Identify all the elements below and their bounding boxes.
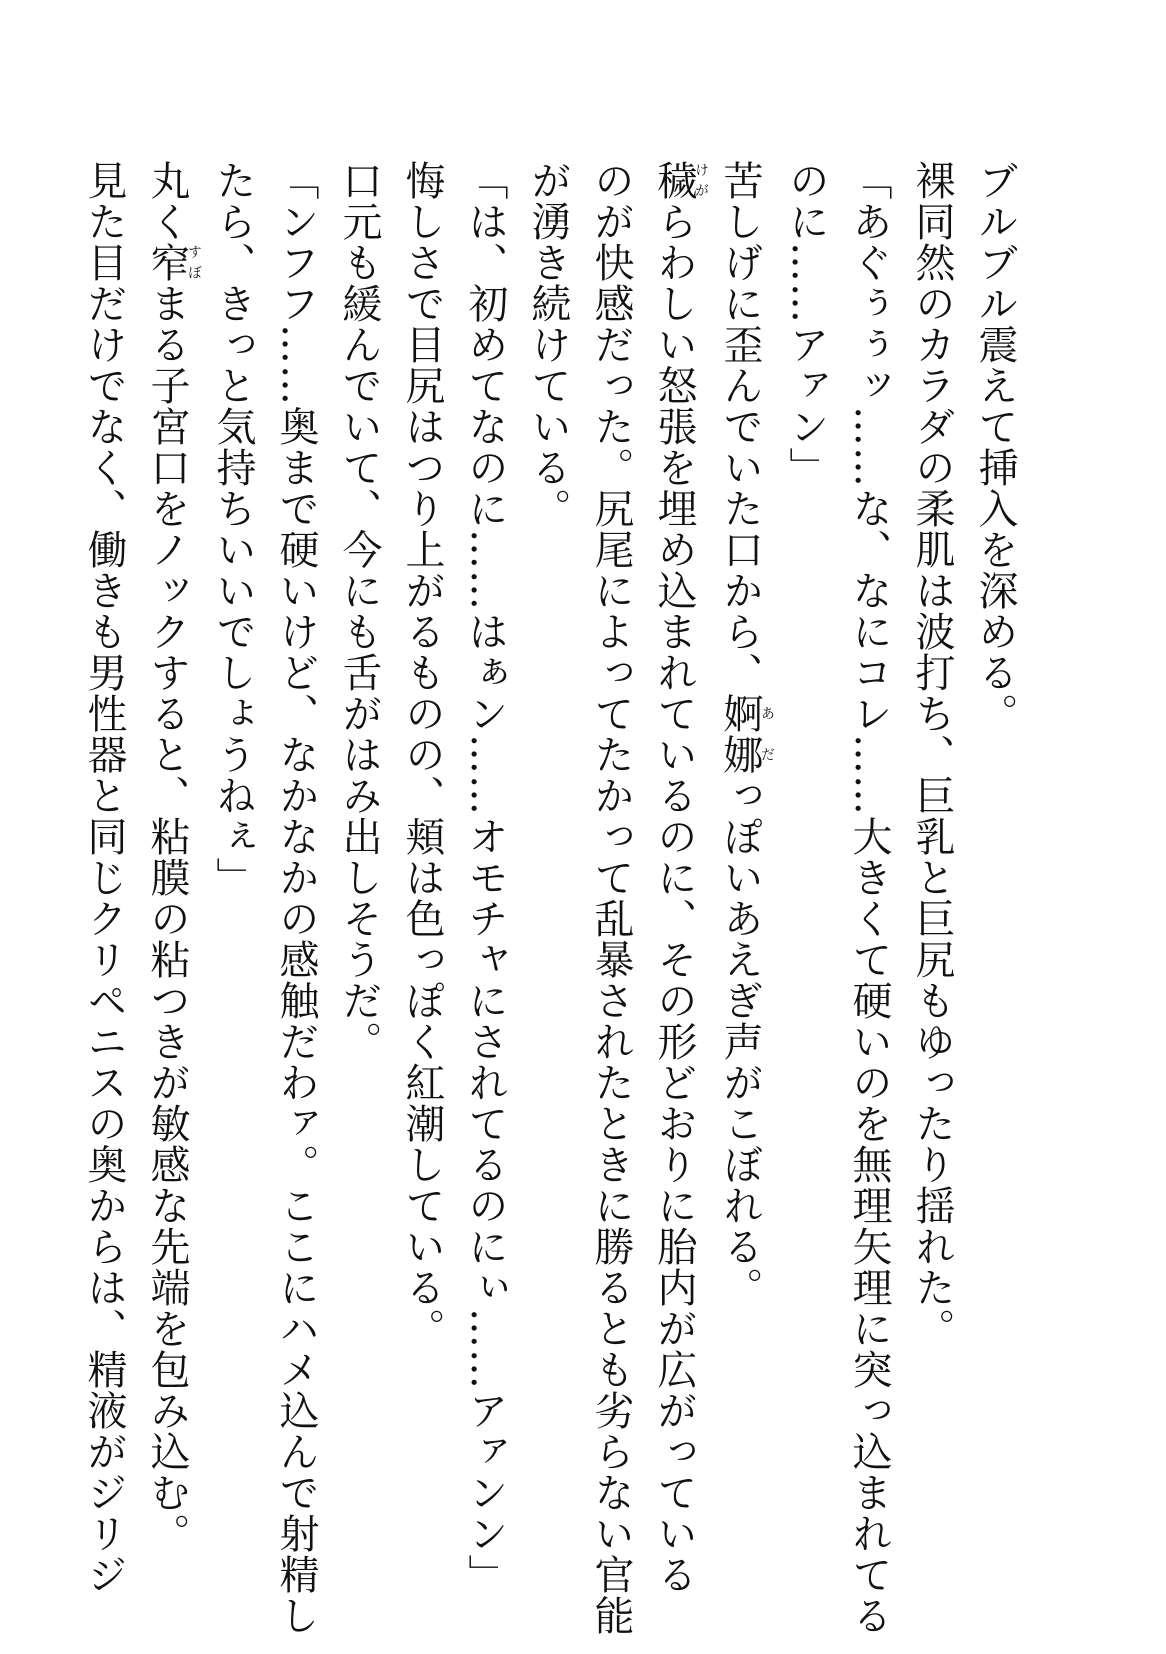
text-line: 悔しさで目尻はつり上がるものの、頬は色っぽく紅潮している。 <box>399 160 445 1349</box>
text-line: 穢けがらわしい怒張を埋め込まれているのに、その形どおりに胎内が広がっている <box>651 160 709 1595</box>
text-line: 「は、初めてなのに……はぁン……オモチャにされてるのにぃ……アァンン」 <box>462 160 508 1595</box>
text-line: が湧き続けている。 <box>525 160 571 529</box>
text-line: たら、きっと気持ちいいでしょうねぇ」 <box>210 160 256 898</box>
text-line: のが快感だった。尻尾によってたかって乱暴されたときに勝るとも劣らない官能 <box>588 160 634 1636</box>
text-line: 口元も緩んでいて、今にも舌がはみ出しそうだ。 <box>336 160 382 1062</box>
ruby-ada: 婀娜あだ <box>717 693 775 775</box>
ruby-kega: 穢けが <box>651 160 709 201</box>
text-line: ブルブル震えて挿入を深める。 <box>972 160 1018 734</box>
text-line: 苦しげに歪んでいた口から、婀娜あだっぽいあえぎ声がこぼれる。 <box>717 160 775 1308</box>
ruby-kega-reading: けが <box>693 160 709 201</box>
ruby-ada-reading: あだ <box>759 693 775 775</box>
text-line: 「あぐぅぅッ……な、なにコレ……大きくて硬いのを無理矢理に突っ込まれてる <box>846 160 892 1636</box>
ruby-subo-reading: すぼ <box>186 242 202 283</box>
text-line: 裸同然のカラダの柔肌は波打ち、巨乳と巨尻もゆったり揺れた。 <box>909 160 955 1349</box>
text-line: のに……アァン」 <box>783 160 829 488</box>
text-line: 丸く窄すぼまる子宮口をノックすると、粘膜の粘つきが敏感な先端を包み込む。 <box>144 160 202 1554</box>
ruby-subo: 窄すぼ <box>144 242 202 283</box>
text-line: 「ンフフ……奥まで硬いけど、なかなかの感触だわァ。ここにハメ込んで射精し <box>273 160 319 1636</box>
text-line: 見た目だけでなく、働きも男性器と同じクリペニスの奥からは、精液がジリジ <box>81 160 127 1595</box>
vertical-text-body <box>26 160 1026 1636</box>
